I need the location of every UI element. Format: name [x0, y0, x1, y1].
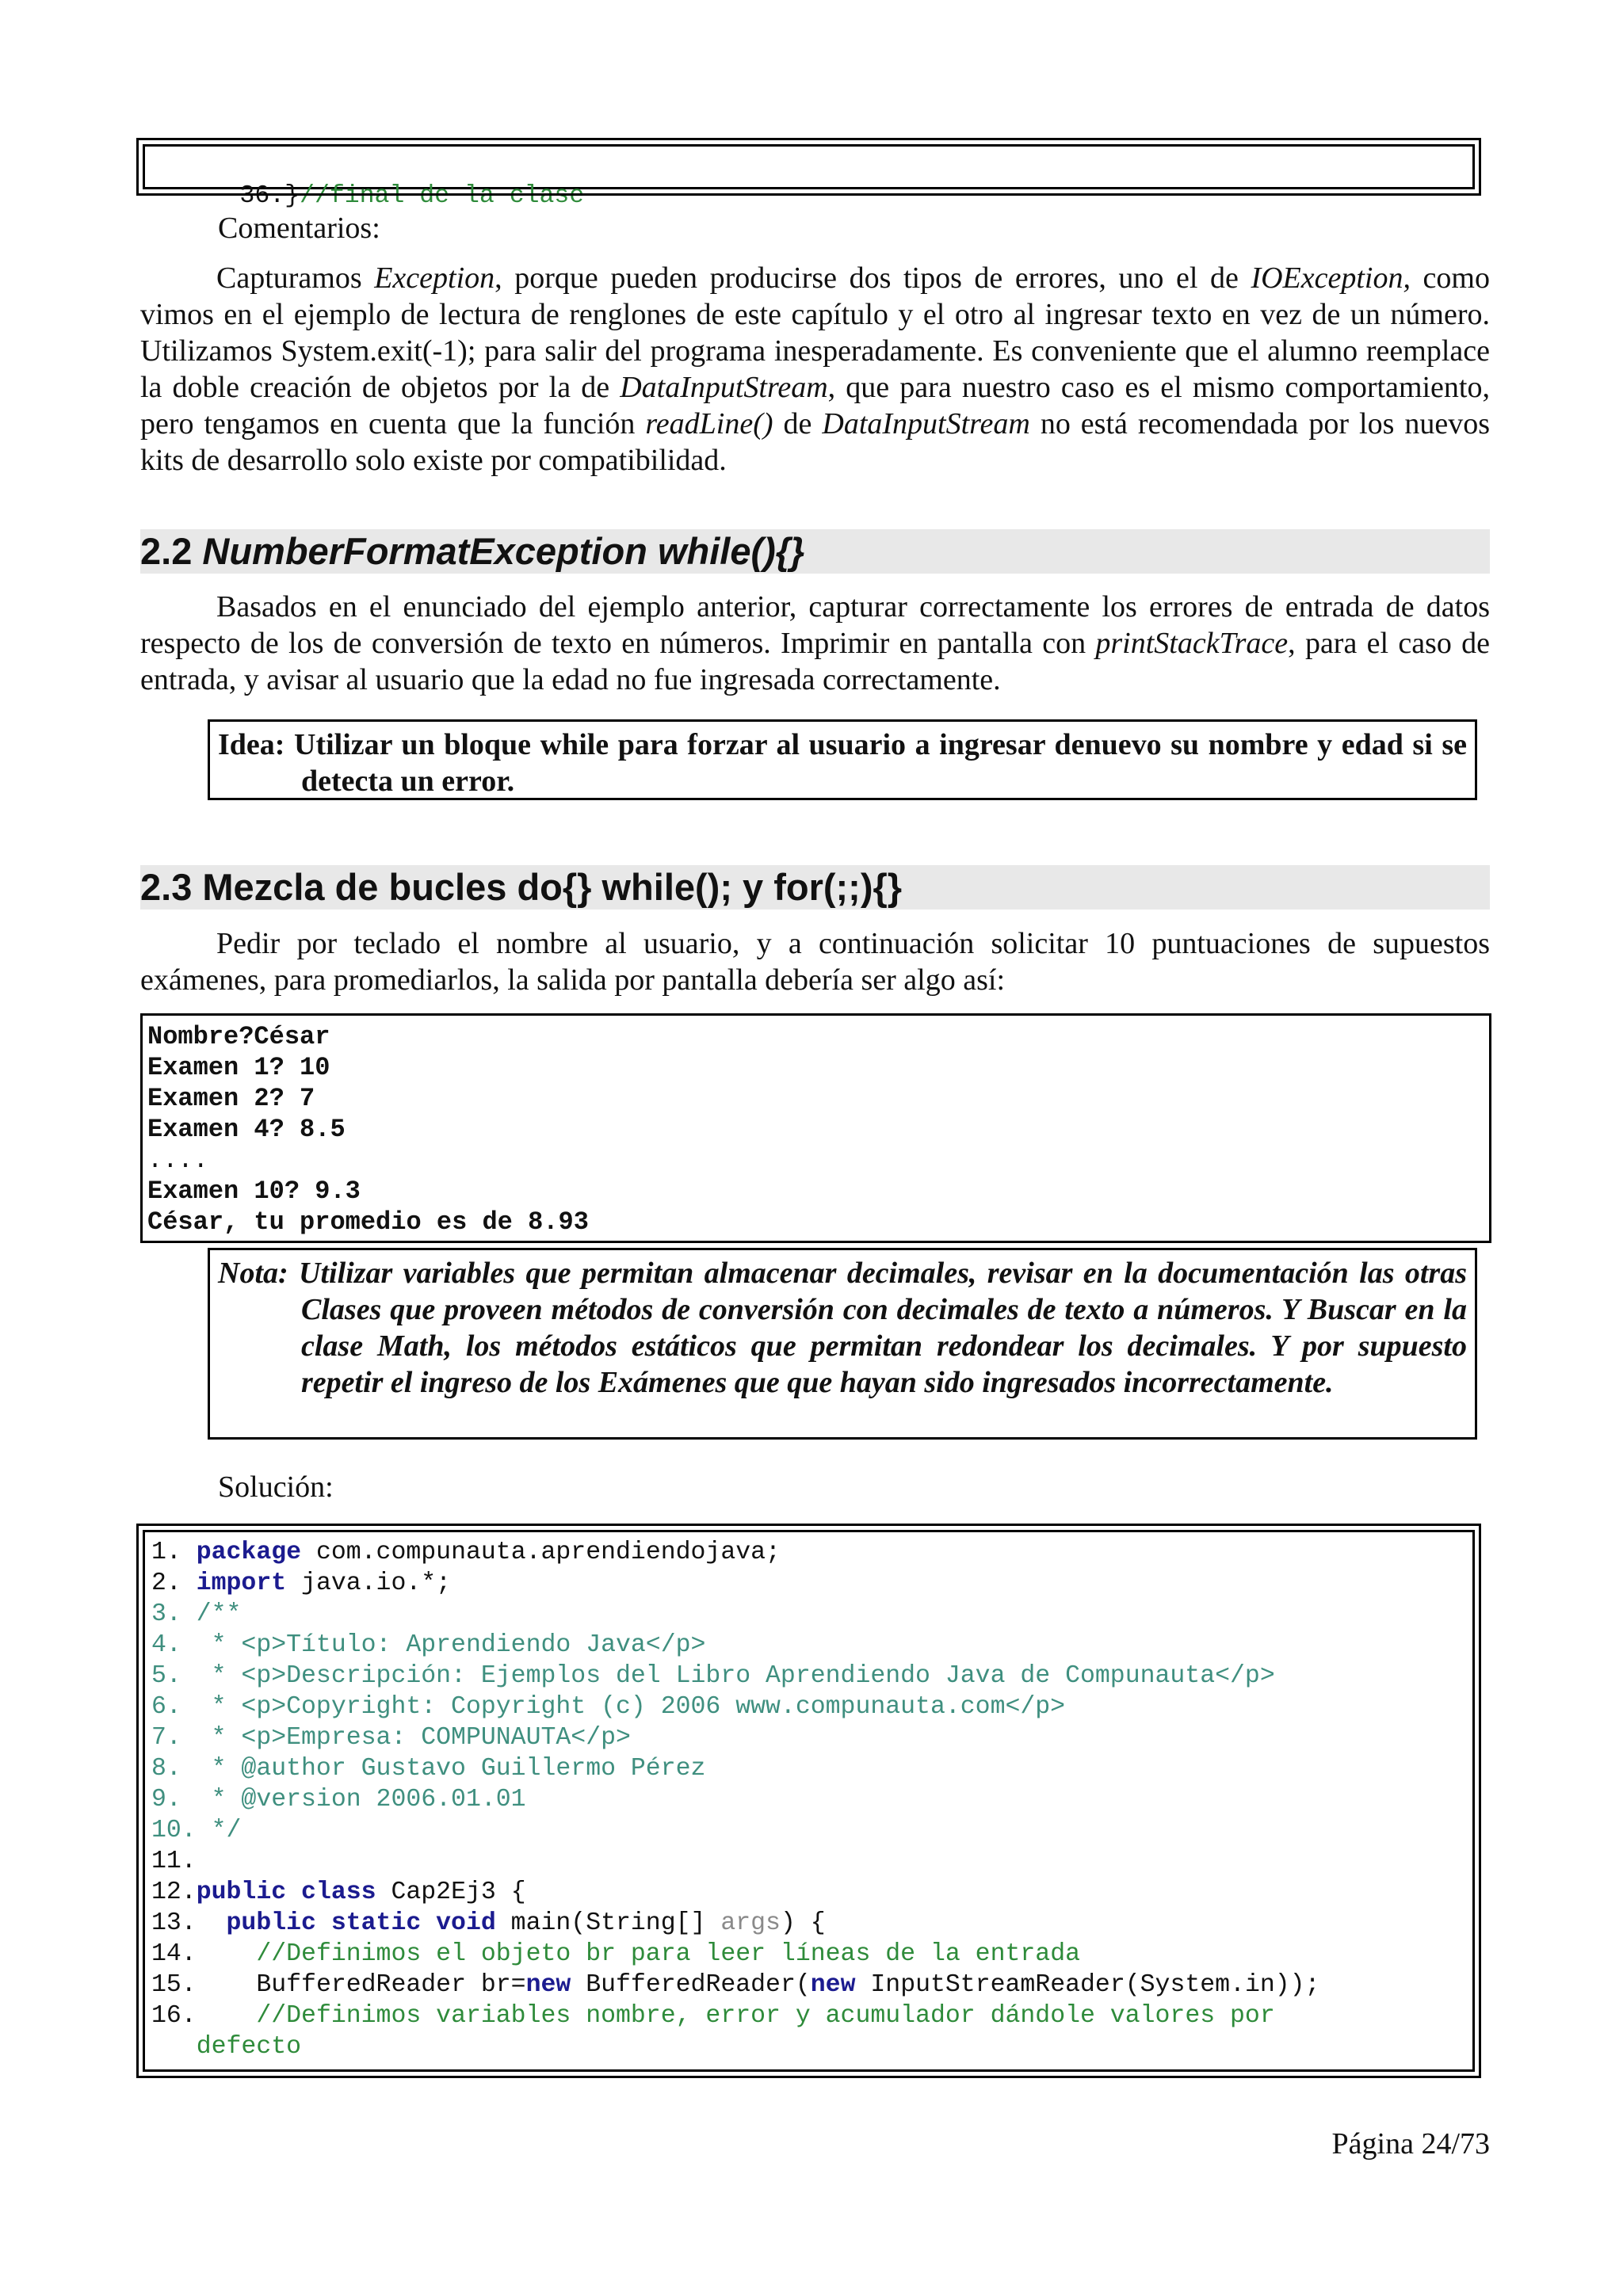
- output-line: Examen 10? 9.3: [147, 1177, 361, 1206]
- code-line: 1. package com.compunauta.aprendiendojava;: [151, 1539, 781, 1566]
- code-line: 13. public static void main(String[] args) {: [151, 1909, 826, 1937]
- code-line: 15. BufferedReader br=new BufferedReader(new InputStreamReader(System.in));: [151, 1971, 1320, 1999]
- code-text: }: [285, 182, 300, 210]
- page-number: Página 24/73: [1331, 2127, 1490, 2161]
- solution-code-box: [143, 1530, 1475, 2072]
- code-line: 11.: [151, 1848, 197, 1875]
- code-line: 4. * <p>Título: Aprendiendo Java</p>: [151, 1631, 706, 1659]
- code-line: 3. /**: [151, 1600, 242, 1628]
- output-line: César, tu promedio es de 8.93: [147, 1207, 589, 1237]
- code-line: 14. //Definimos el objeto br para leer líneas de la entrada: [151, 1940, 1080, 1968]
- code-line: 5. * <p>Descripción: Ejemplos del Libro Aprendiendo Java de Compunauta</p>: [151, 1662, 1275, 1690]
- output-line: ....: [147, 1146, 208, 1175]
- code-line: defecto: [196, 2033, 302, 2061]
- idea-box: [208, 719, 1477, 800]
- code-line: 2. import java.io.*;: [151, 1569, 452, 1597]
- line-number: 36.: [239, 182, 285, 210]
- code-line: 12.public class Cap2Ej3 {: [151, 1878, 526, 1906]
- code-line: 16. //Definimos variables nombre, error y acumulador dándole valores por: [151, 2002, 1275, 2030]
- paragraph-comentarios: Capturamos Exception, porque pueden producirse dos tipos de errores, uno el de IOException, como vimos en el ejemplo de lectura de renglones de este capítulo y el otro al ingresar texto en vez de un número. Utilizamos System.exit(-1); para salir del programa inesperadamente. Es conveniente que el alumno reemplace la doble creación de objetos por la de DataInputStream, que para nuestro caso es el mismo comportamiento, pero tengamos en cuenta que la función readLine() de DataInputStream no está recomendada por los nuevos kits de desarrollo solo existe por compatibilidad.: [140, 261, 1491, 477]
- code-line: 6. * <p>Copyright: Copyright (c) 2006 www.compunauta.com</p>: [151, 1693, 1066, 1721]
- output-line: Nombre?César: [147, 1022, 330, 1051]
- nota-box: [208, 1248, 1477, 1440]
- code-line: 9. * @version 2006.01.01: [151, 1786, 526, 1814]
- top-code-box: [143, 144, 1475, 210]
- output-line: Examen 4? 8.5: [147, 1115, 346, 1144]
- paragraph-2-3: Pedir por teclado el nombre al usuario, y a continuación solicitar 10 puntuaciones de supuestos exámenes, para promediarlos, la salida por pantalla debería ser algo así:: [140, 927, 1490, 997]
- section-heading-2-2: 2.2 NumberFormatException while(){}: [140, 529, 1490, 574]
- code-comment: //final de la clase: [300, 182, 585, 210]
- output-line: Examen 2? 7: [147, 1084, 315, 1113]
- idea-text: Idea: Utilizar un bloque while para forzar al usuario a ingresar denuevo su nombre y edad si se detecta un error.: [218, 728, 1467, 798]
- output-box: [140, 1013, 1491, 1243]
- output-line: Examen 1? 10: [147, 1053, 330, 1082]
- solucion-label: Solución:: [218, 1470, 334, 1504]
- code-line: 10. */: [151, 1817, 242, 1844]
- code-line: 8. * @author Gustavo Guillermo Pérez: [151, 1755, 706, 1783]
- code-line: 7. * <p>Empresa: COMPUNAUTA</p>: [151, 1724, 631, 1752]
- nota-text: Nota: Utilizar variables que permitan almacenar decimales, revisar en la documentación las otras Clases que proveen métodos de conversión con decimales de texto a números. Y Buscar en la clase Math, los métodos estáticos que permitan redondear los decimales. Y por supuesto repetir el ingreso de los Exámenes que que hayan sido ingresados incorrectamente.: [218, 1257, 1467, 1399]
- comentarios-label: Comentarios:: [218, 212, 380, 245]
- paragraph-2-2: Basados en el enunciado del ejemplo anterior, capturar correctamente los errores de entrada de datos respecto de los de conversión de texto en números. Imprimir en pantalla con printStackTrace, para el caso de entrada, y avisar al usuario que la edad no fue ingresada correctamente.: [140, 590, 1490, 696]
- section-heading-2-3: 2.3 Mezcla de bucles do{} while(); y for(;;){}: [140, 865, 1490, 910]
